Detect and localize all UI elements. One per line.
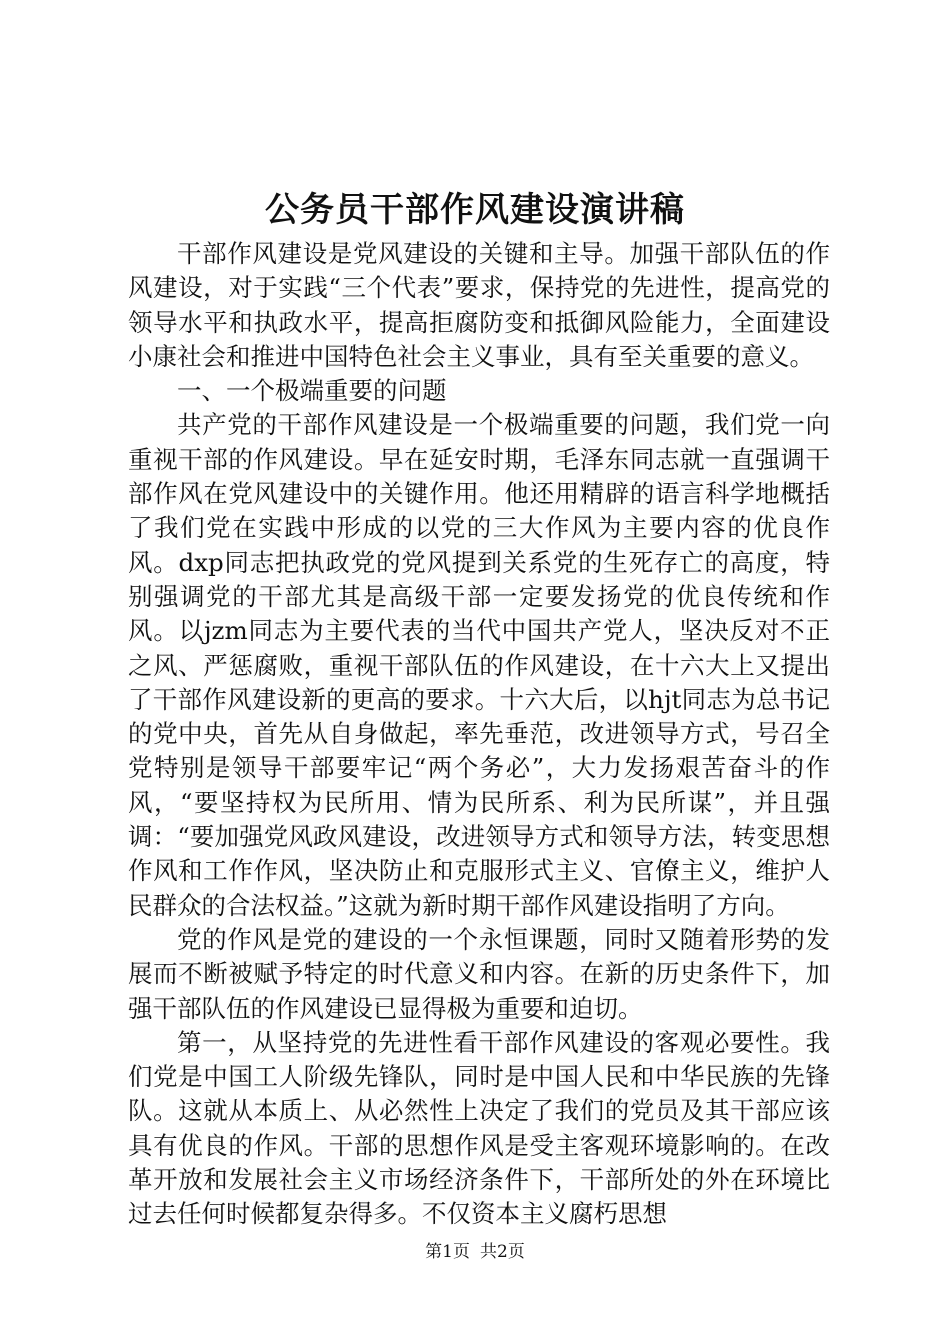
paragraph-first-point: 第一，从坚持党的先进性看干部作风建设的客观必要性。我们党是中国工人阶级先锋队，同时是中国人民和中华民族的先锋队。这就从本质上、从必然性上决定了我们的党员及其干部应该具有优良的作风。干部的思想作风是受主客观环境影响的。在改革开放和发展社会主义市场经济条件下，干部所处的外在环境比过去任何时候都复杂得多。不仅资本主义腐朽思想 [128, 1027, 830, 1229]
paragraph-eternal-topic: 党的作风是党的建设的一个永恒课题，同时又随着形势的发展而不断被赋予特定的时代意义和内容。在新的历史条件下，加强干部队伍的作风建设已显得极为重要和迫切。 [128, 924, 830, 1023]
paragraph-history: 共产党的干部作风建设是一个极端重要的问题，我们党一向重视干部的作风建设。早在延安时期，毛泽东同志就一直强调干部作风在党风建设中的关键作用。他还用精辟的语言科学地概括了我们党在实践中形成的以党的三大作风为主要内容的优良作风。dxp同志把执政党的党风提到关系党的生死存亡的高度，特别强调党的干部尤其是高级干部一定要发扬党的优良传统和作风。以jzm同志为主要代表的当代中国共产党人，坚决反对不正之风、严惩腐败，重视干部队伍的作风建设，在十六大上又提出了干部作风建设新的更高的要求。十六大后，以hjt同志为总书记的党中央，首先从自身做起，率先垂范，改进领导方式，号召全党特别是领导干部要牢记“两个务必”，大力发扬艰苦奋斗的作风，“要坚持权为民所用、情为民所系、利为民所谋”，并且强调：“要加强党风政风建设，改进领导方式和领导方法，转变思想作风和工作作风，坚决防止和克服形式主义、官僚主义，维护人民群众的合法权益。”这就为新时期干部作风建设指明了方向。 [128, 410, 830, 920]
section-heading: 一、一个极端重要的问题 [177, 376, 447, 406]
page-footer [0, 1240, 950, 1264]
paragraph-intro: 干部作风建设是党风建设的关键和主导。加强干部队伍的作风建设，对于实践“三个代表”要求，保持党的先进性，提高党的领导水平和执政水平，提高拒腐防变和抵御风险能力，全面建设小康社会和推进中国特色社会主义事业，具有至关重要的意义。 [128, 239, 830, 371]
page-total: 共2页 [480, 1242, 525, 1262]
document-body [128, 237, 830, 1232]
page-number: 第1页 [425, 1242, 470, 1262]
document-title: 公务员干部作风建设演讲稿 [265, 190, 685, 230]
